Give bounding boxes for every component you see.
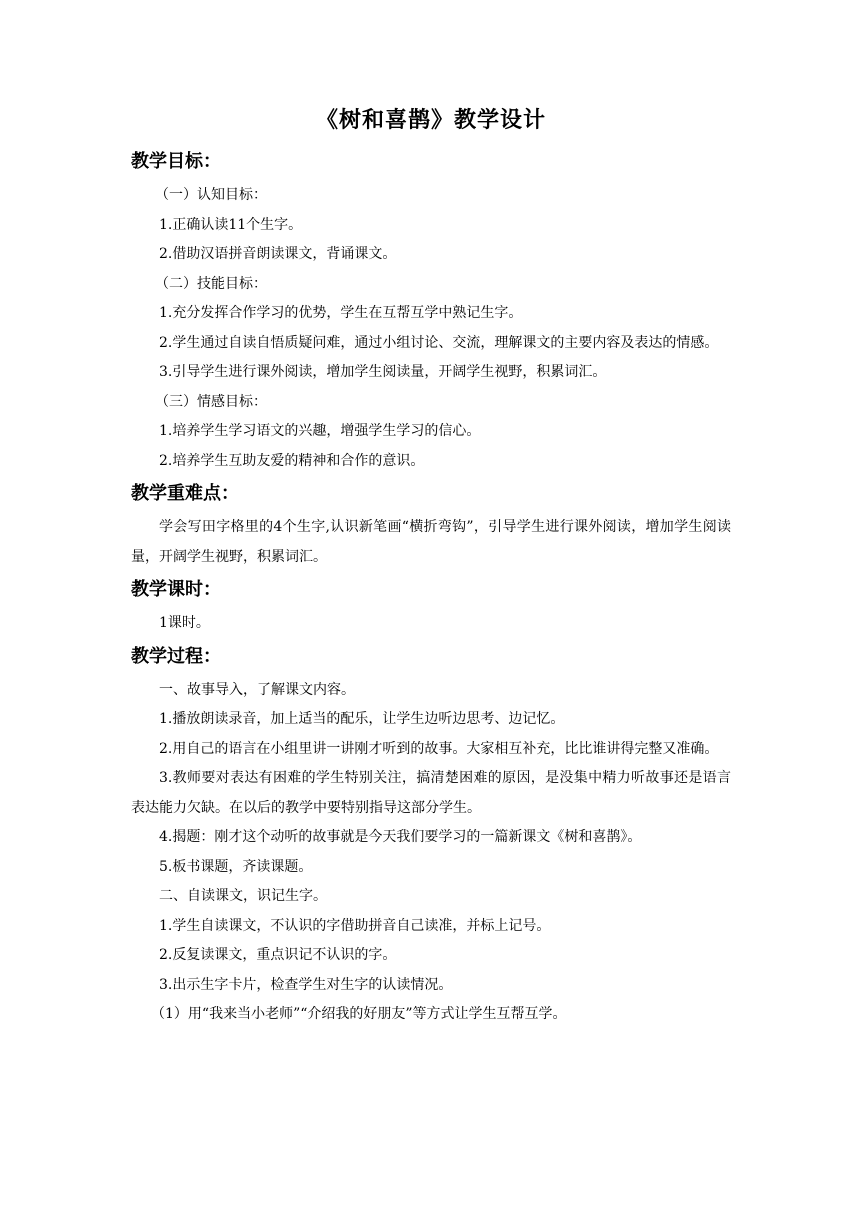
paragraph: 1.充分发挥合作学习的优势，学生在互帮互学中熟记生字。 (159, 305, 523, 321)
paragraph: 二、自读课文，识记生字。 (159, 888, 327, 904)
paragraph: （一）认知目标： (155, 187, 267, 203)
paragraph: 学会写田字格里的4个生字,认识新笔画“横折弯钩”，引导学生进行课外阅读，增加学生阅读量，开阔学生视野，积累词汇。 (131, 519, 731, 565)
section-heading-objectives: 教学目标： (131, 151, 221, 172)
section-heading-teaching-process: 教学过程： (131, 645, 221, 667)
paragraph: 2.学生通过自读自悟质疑问难，通过小组讨论、交流，理解课文的主要内容及表达的情感。 (159, 334, 719, 351)
paragraph: 1.正确认读11个生字。 (159, 216, 303, 233)
paragraph: （1）用“我来当小老师”“介绍我的好朋友”等方式让学生互帮互学。 (151, 1006, 567, 1022)
paragraph: （二）技能目标： (155, 275, 267, 292)
paragraph: 3.出示生字卡片，检查学生对生字的认读情况。 (159, 976, 453, 993)
paragraph: 2.用自己的语言在小组里讲一讲刚才听到的故事。大家相互补充，比比谁讲得完整又准确。 (159, 740, 719, 757)
section-heading-key-points: 教学重难点： (131, 483, 239, 504)
paragraph: 2.培养学生互助友爱的精神和合作的意识。 (159, 452, 425, 469)
paragraph: 1.播放朗读录音，加上适当的配乐，让学生边听边思考、边记忆。 (159, 711, 565, 727)
paragraph: 2.借助汉语拼音朗读课文，背诵课文。 (159, 246, 397, 262)
paragraph: 1.培养学生学习语文的兴趣，增强学生学习的信心。 (159, 423, 481, 439)
paragraph: 5.板书课题，齐读课题。 (159, 858, 313, 875)
paragraph: （三）情感目标： (155, 393, 267, 410)
paragraph: 一、故事导入，了解课文内容。 (159, 681, 355, 698)
document-title: 《树和喜鹊》教学设计 (315, 107, 546, 133)
section-heading-class-hours: 教学课时： (131, 579, 221, 600)
paragraph: 2.反复读课文，重点识记不认识的字。 (159, 947, 397, 963)
paragraph: 1.学生自读课文，不认识的字借助拼音自己读准，并标上记号。 (159, 917, 551, 934)
paragraph: 1课时。 (159, 615, 210, 631)
paragraph: 4.揭题：刚才这个动听的故事就是今天我们要学习的一篇新课文《树和喜鹊》。 (159, 829, 642, 845)
paragraph: 3.引导学生进行课外阅读，增加学生阅读量，开阔学生视野，积累词汇。 (159, 364, 607, 380)
document-page (131, 100, 731, 1030)
paragraph: 3.教师要对表达有困难的学生特别关注，搞清楚困难的原因，是没集中精力听故事还是语言表达能力欠缺。在以后的教学中要特别指导这部分学生。 (131, 770, 731, 816)
